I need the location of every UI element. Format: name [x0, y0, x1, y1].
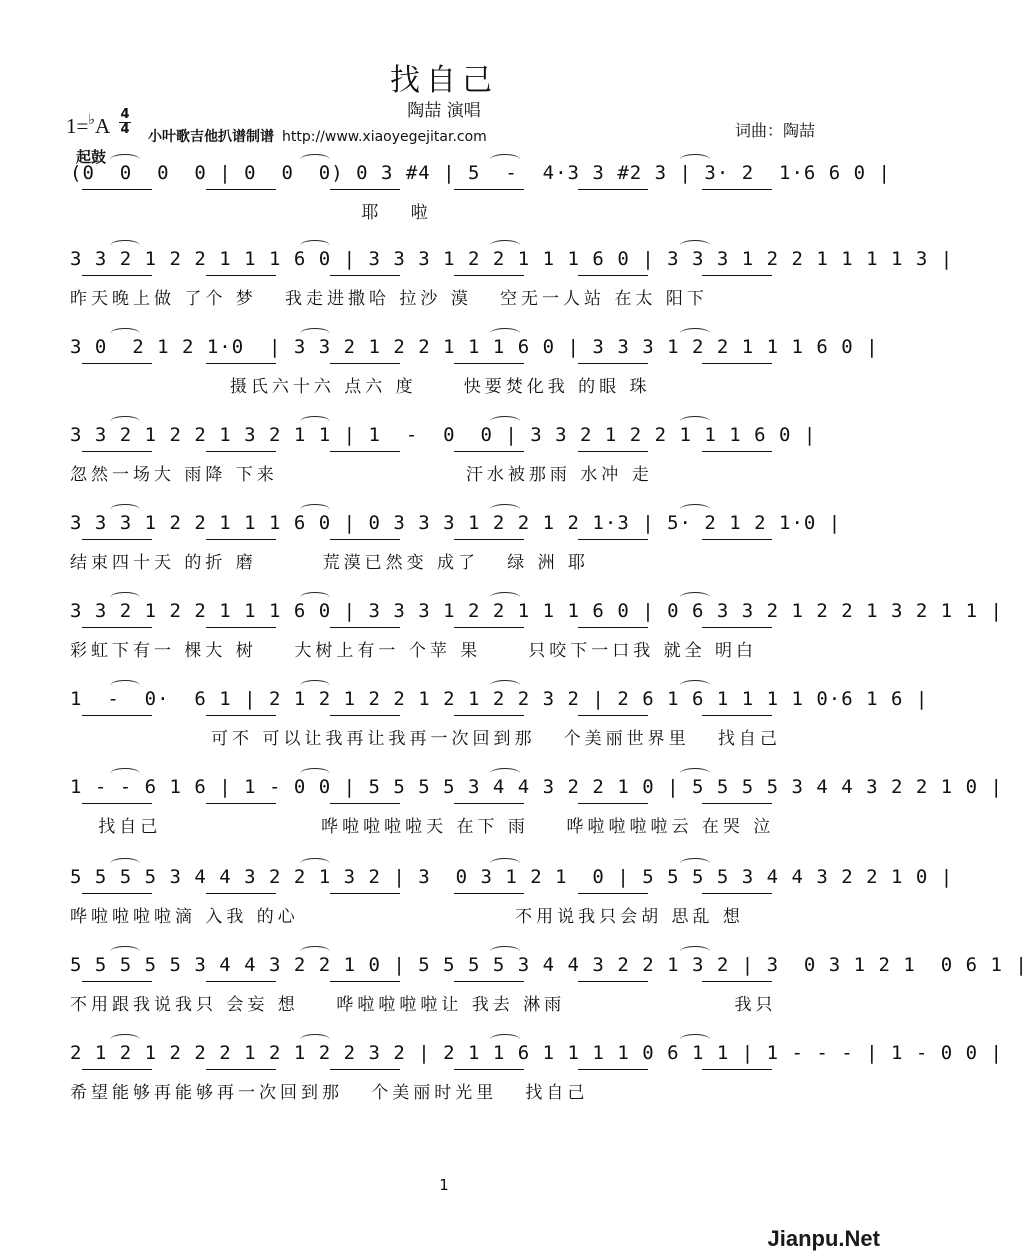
lyric-row: 结束四十天 的折 磨 荒漠已然变 成了 绿 洲 耶	[70, 553, 590, 573]
slur-arc	[490, 592, 520, 603]
slur-arc	[110, 504, 140, 515]
slur-arc	[680, 328, 710, 339]
beam-underline	[702, 715, 772, 716]
beam-underline	[82, 1069, 152, 1070]
beam-underline	[702, 539, 772, 540]
transcriber-credit	[148, 126, 487, 146]
slur-arc	[110, 328, 140, 339]
slur-arc	[110, 858, 140, 869]
note-row: 3 3 2 1 2 2 1 3 2 1 1 | 1 - 0 0 | 3 3 2 1 2 2 1 1 1 6 0 |	[70, 424, 817, 446]
slur-arc	[680, 1034, 710, 1045]
lyric-row: 彩虹下有一 棵大 树 大树上有一 个苹 果 只咬下一口我 就全 明白	[70, 641, 758, 661]
slur-arc	[490, 858, 520, 869]
slur-arc	[680, 946, 710, 957]
beam-underline	[578, 539, 648, 540]
beam-underline	[82, 803, 152, 804]
beam-underline	[702, 627, 772, 628]
beam-underline	[206, 1069, 276, 1070]
lyric-row: 昨天晚上做 了个 梦 我走进撒哈 拉沙 漠 空无一人站 在太 阳下	[70, 289, 708, 309]
beam-underline	[206, 275, 276, 276]
beam-underline	[82, 539, 152, 540]
beam-underline	[206, 893, 276, 894]
beam-underline	[578, 363, 648, 364]
beam-underline	[454, 451, 524, 452]
slur-arc	[680, 858, 710, 869]
slur-arc	[680, 768, 710, 779]
slur-arc	[680, 416, 710, 427]
beam-underline	[702, 893, 772, 894]
slur-arc	[680, 504, 710, 515]
slur-arc	[300, 768, 330, 779]
beam-underline	[206, 627, 276, 628]
slur-arc	[110, 592, 140, 603]
beam-underline	[330, 539, 400, 540]
slur-arc	[110, 946, 140, 957]
beam-underline	[330, 363, 400, 364]
beam-underline	[82, 893, 152, 894]
beam-underline	[454, 363, 524, 364]
beam-underline	[82, 981, 152, 982]
watermark-logo: Jianpu.Net	[767, 1226, 880, 1251]
beam-underline	[454, 275, 524, 276]
beam-underline	[206, 189, 276, 190]
slur-arc	[680, 240, 710, 251]
note-row: 5 5 5 5 5 3 4 4 3 2 2 1 0 | 5 5 5 5 3 4 4 3 2 2 1 3 2 | 3 0 3 1 2 1 0 6 1 |	[70, 954, 1028, 976]
beam-underline	[454, 539, 524, 540]
note-row: 2 1 2 1 2 2 2 1 2 1 2 2 3 2 | 2 1 1 6 1 1 1 1 0 6 1 1 | 1 - - - | 1 - 0 0 |	[70, 1042, 1003, 1064]
beam-underline	[82, 275, 152, 276]
beam-underline	[702, 189, 772, 190]
performer-credit: 陶喆 演唱	[407, 101, 481, 121]
lyric-row: 找自己 哗啦啦啦啦天 在下 雨 哗啦啦啦啦云 在哭 泣	[70, 817, 775, 837]
beam-underline	[330, 803, 400, 804]
beam-underline	[578, 893, 648, 894]
beam-underline	[330, 1069, 400, 1070]
lyric-row: 哗啦啦啦啦滴 入我 的心 不用说我只会胡 思乱 想	[70, 907, 744, 927]
time-numerator: 4	[120, 107, 130, 122]
lyric-row: 忽然一场大 雨降 下来 汗水被那雨 水冲 走	[70, 465, 653, 485]
beam-underline	[454, 627, 524, 628]
slur-arc	[300, 416, 330, 427]
note-row: 5 5 5 5 3 4 4 3 2 2 1 3 2 | 3 0 3 1 2 1 0 | 5 5 5 5 3 4 4 3 2 2 1 0 |	[70, 866, 954, 888]
note-row: (0 0 0 0 | 0 0 0) 0 3 #4 | 5 - 4·3 3 #2 3 | 3· 2 1·6 6 0 |	[70, 162, 891, 184]
beam-underline	[578, 451, 648, 452]
key-signature	[66, 114, 110, 139]
slur-arc	[490, 680, 520, 691]
beam-underline	[82, 715, 152, 716]
beam-underline	[454, 893, 524, 894]
beam-underline	[206, 539, 276, 540]
slur-arc	[300, 592, 330, 603]
note-row: 3 3 2 1 2 2 1 1 1 6 0 | 3 3 3 1 2 2 1 1 1 6 0 | 3 3 3 1 2 2 1 1 1 1 3 |	[70, 248, 954, 270]
beam-underline	[578, 1069, 648, 1070]
flat-sign: ♭	[88, 113, 95, 128]
key-prefix: 1=	[66, 114, 89, 138]
key-letter: A	[94, 114, 111, 138]
beam-underline	[454, 1069, 524, 1070]
lyric-row: 耶 啦	[70, 203, 432, 223]
beam-underline	[454, 803, 524, 804]
note-row: 1 - - 6 1 6 | 1 - 0 0 | 5 5 5 5 3 4 4 3 2 2 1 0 | 5 5 5 5 3 4 4 3 2 2 1 0 |	[70, 776, 1003, 798]
beam-underline	[702, 981, 772, 982]
beam-underline	[578, 981, 648, 982]
slur-arc	[300, 1034, 330, 1045]
beam-underline	[82, 627, 152, 628]
slur-arc	[110, 240, 140, 251]
lyric-row: 希望能够再能够再一次回到那 个美丽时光里 找自己	[70, 1083, 589, 1103]
slur-arc	[300, 858, 330, 869]
beam-underline	[702, 1069, 772, 1070]
slur-arc	[490, 1034, 520, 1045]
lyric-row: 摄氏六十六 点六 度 快要焚化我 的眼 珠	[70, 377, 651, 397]
slur-arc	[110, 680, 140, 691]
beam-underline	[578, 715, 648, 716]
beam-underline	[330, 715, 400, 716]
beam-underline	[330, 189, 400, 190]
slur-arc	[300, 240, 330, 251]
slur-arc	[680, 154, 710, 165]
beam-underline	[206, 981, 276, 982]
beam-underline	[330, 451, 400, 452]
beam-underline	[578, 275, 648, 276]
beam-underline	[454, 189, 524, 190]
beam-underline	[330, 893, 400, 894]
slur-arc	[490, 946, 520, 957]
lyric-row: 不用跟我说我只 会妄 想 哗啦啦啦啦让 我去 淋雨 我只	[70, 995, 777, 1015]
transcriber-url: http://www.xiaoyegejitar.com	[282, 129, 487, 145]
slur-arc	[110, 1034, 140, 1045]
slur-arc	[490, 416, 520, 427]
note-row: 3 0 2 1 2 1·0 | 3 3 2 1 2 2 1 1 1 6 0 | 3 3 3 1 2 2 1 1 1 6 0 |	[70, 336, 879, 358]
slur-arc	[110, 768, 140, 779]
slur-arc	[490, 154, 520, 165]
beam-underline	[206, 715, 276, 716]
beam-underline	[206, 451, 276, 452]
beam-underline	[330, 275, 400, 276]
slur-arc	[300, 154, 330, 165]
beam-underline	[206, 803, 276, 804]
composer-credit: 词曲：陶喆	[735, 121, 816, 140]
note-row: 1 - 0· 6 1 | 2 1 2 1 2 2 1 2 1 2 2 3 2 | 2 6 1 6 1 1 1 1 0·6 1 6 |	[70, 688, 929, 710]
beam-underline	[82, 363, 152, 364]
slur-arc	[490, 504, 520, 515]
slur-arc	[680, 680, 710, 691]
beam-underline	[702, 451, 772, 452]
song-title: 找自己	[390, 63, 498, 98]
slur-arc	[680, 592, 710, 603]
beam-underline	[578, 627, 648, 628]
slur-arc	[490, 768, 520, 779]
note-row: 3 3 3 1 2 2 1 1 1 6 0 | 0 3 3 3 1 2 2 1 2 1·3 | 5· 2 1 2 1·0 |	[70, 512, 842, 534]
slur-arc	[300, 328, 330, 339]
beam-underline	[578, 189, 648, 190]
beam-underline	[330, 627, 400, 628]
beam-underline	[82, 451, 152, 452]
slur-arc	[300, 504, 330, 515]
time-denominator: 4	[120, 122, 130, 137]
intro-label: 起鼓	[76, 148, 107, 166]
slur-arc	[110, 416, 140, 427]
beam-underline	[702, 275, 772, 276]
beam-underline	[82, 189, 152, 190]
slur-arc	[110, 154, 140, 165]
slur-arc	[490, 240, 520, 251]
beam-underline	[330, 981, 400, 982]
lyric-row: 可不 可以让我再让我再一次回到那 个美丽世界里 找自己	[70, 729, 781, 749]
beam-underline	[702, 803, 772, 804]
slur-arc	[300, 946, 330, 957]
beam-underline	[702, 363, 772, 364]
beam-underline	[454, 981, 524, 982]
beam-underline	[578, 803, 648, 804]
beam-underline	[206, 363, 276, 364]
slur-arc	[300, 680, 330, 691]
time-signature	[119, 108, 131, 137]
page-number: 1	[439, 1176, 449, 1194]
transcriber-name: 小叶歌吉他扒谱制谱	[148, 129, 274, 145]
note-row: 3 3 2 1 2 2 1 1 1 6 0 | 3 3 3 1 2 2 1 1 1 6 0 | 0 6 3 3 2 1 2 2 1 3 2 1 1 |	[70, 600, 1003, 622]
slur-arc	[490, 328, 520, 339]
beam-underline	[454, 715, 524, 716]
